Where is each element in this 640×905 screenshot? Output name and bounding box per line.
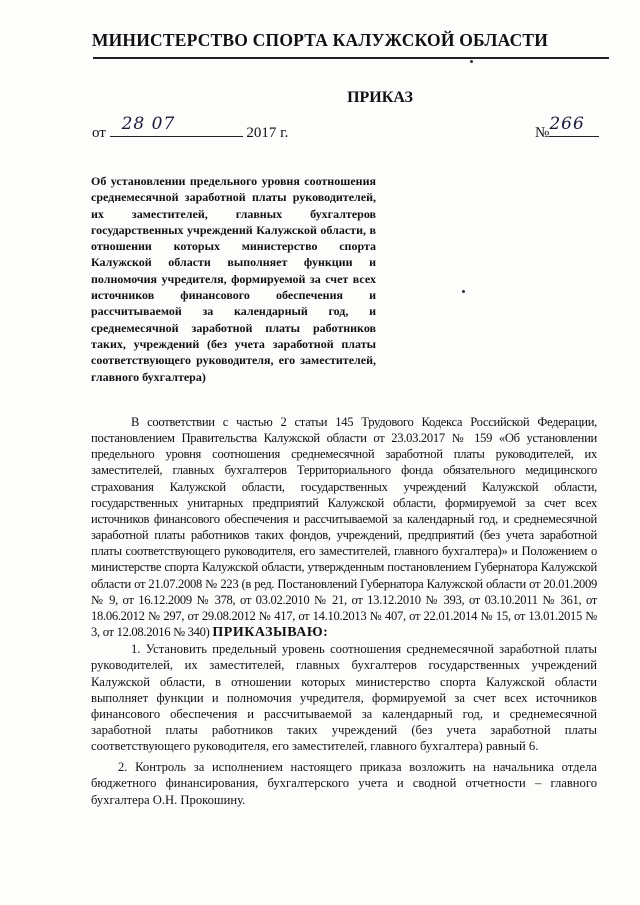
- number-prefix: №: [535, 125, 550, 141]
- order-item-2: 2. Контроль за исполнением настоящего приказа возложить на начальника отдела бюджетного финансирования, бухгалтерского учета и сводной отчетности – главного бухгалтера О.Н. Прокошину.: [91, 760, 597, 807]
- amendments-text: (в ред. Постановлений Губернатора Калужской области от 20.01.2009 № 9, от 16.12.2009 № 378, от 03.02.2010 № 21, от 13.12.2010 № 393, от 03.10.2011 № 361, от 18.06.2012 № 297, от 29.08.2012 № 417, от 14.10.2013 № 407, от 22.01.2014 № 15, от 13.01.2015 № 3, от 12.08.2016 № 340): [91, 576, 597, 640]
- date-prefix: от: [92, 125, 106, 141]
- order-item-1: 1. Установить предельный уровень соотношения среднемесячной заработной платы руководителей, их заместителей, главных бухгалтеров государственных учреждений Калужской области, в отношении которых министерство спорта Калужской области выполняет функции и полномочия учредителя, формируемой за счет всех источников финансового обеспечения и рассчитываемой за календарный год, и среднемесячной заработной платы работников таких учреждений (без учета заработной платы соответствующего руководителя, его заместителей, главного бухгалтера) равный 6.: [91, 642, 597, 754]
- handwritten-number: 266: [549, 114, 585, 134]
- order-title: ПРИКАЗ: [347, 89, 413, 106]
- date-line: [92, 114, 289, 142]
- number-line: [535, 114, 599, 142]
- date-year: 2017 г.: [246, 125, 289, 141]
- scan-speck: [470, 60, 473, 63]
- order-subject: Об установлении предельного уровня соотношения среднемесячной заработной платы руководителей, их заместителей, главных бухгалтеров государственных учреждений Калужской области, в отношении которых министерство спорта Калужской области выполняет функции и полномочия учредителя, формируемой за счет всех источников финансового обеспечения и рассчитываемой за календарный год, и среднемесячной заработной платы работников таких, учреждений (без учета заработной платы соответствующего руководителя, его заместителей, главного бухгалтера): [91, 174, 376, 384]
- number-field: [549, 114, 599, 137]
- order-body: [91, 414, 597, 808]
- preamble-paragraph: [91, 414, 597, 641]
- date-field: [110, 114, 243, 137]
- header-rule: [93, 57, 609, 59]
- scan-speck: [462, 290, 465, 293]
- directive-word: ПРИКАЗЫВАЮ:: [212, 625, 329, 641]
- handwritten-date: 28 07: [121, 114, 176, 134]
- ministry-heading: МИНИСТЕРСТВО СПОРТА КАЛУЖСКОЙ ОБЛАСТИ: [91, 30, 549, 50]
- preamble-text: В соответствии с частью 2 статьи 145 Трудового Кодекса Российской Федерации, постановлением Правительства Калужской области от 23.03.2017 № 159 «Об установлении предельного уровня соотношения среднемесячной заработной платы руководителей, их заместителей, главных бухгалтеров Территориального фонда обязательного медицинского страхования Калужской области, государственных учреждений Калужской области, государственных унитарных предприятий Калужской области, формируемой за счет всех источников финансового обеспечения и рассчитываемой за календарный год, и среднемесячной заработной платы работников таких фондов, учреждений, предприятий (без учета заработной платы соответствующего руководителя, его заместителей, главного бухгалтера)» и Положением о министерстве спорта Калужской области, утвержденным постановлением Губернатора Калужской области от 21.07.2008 № 223: [91, 415, 597, 591]
